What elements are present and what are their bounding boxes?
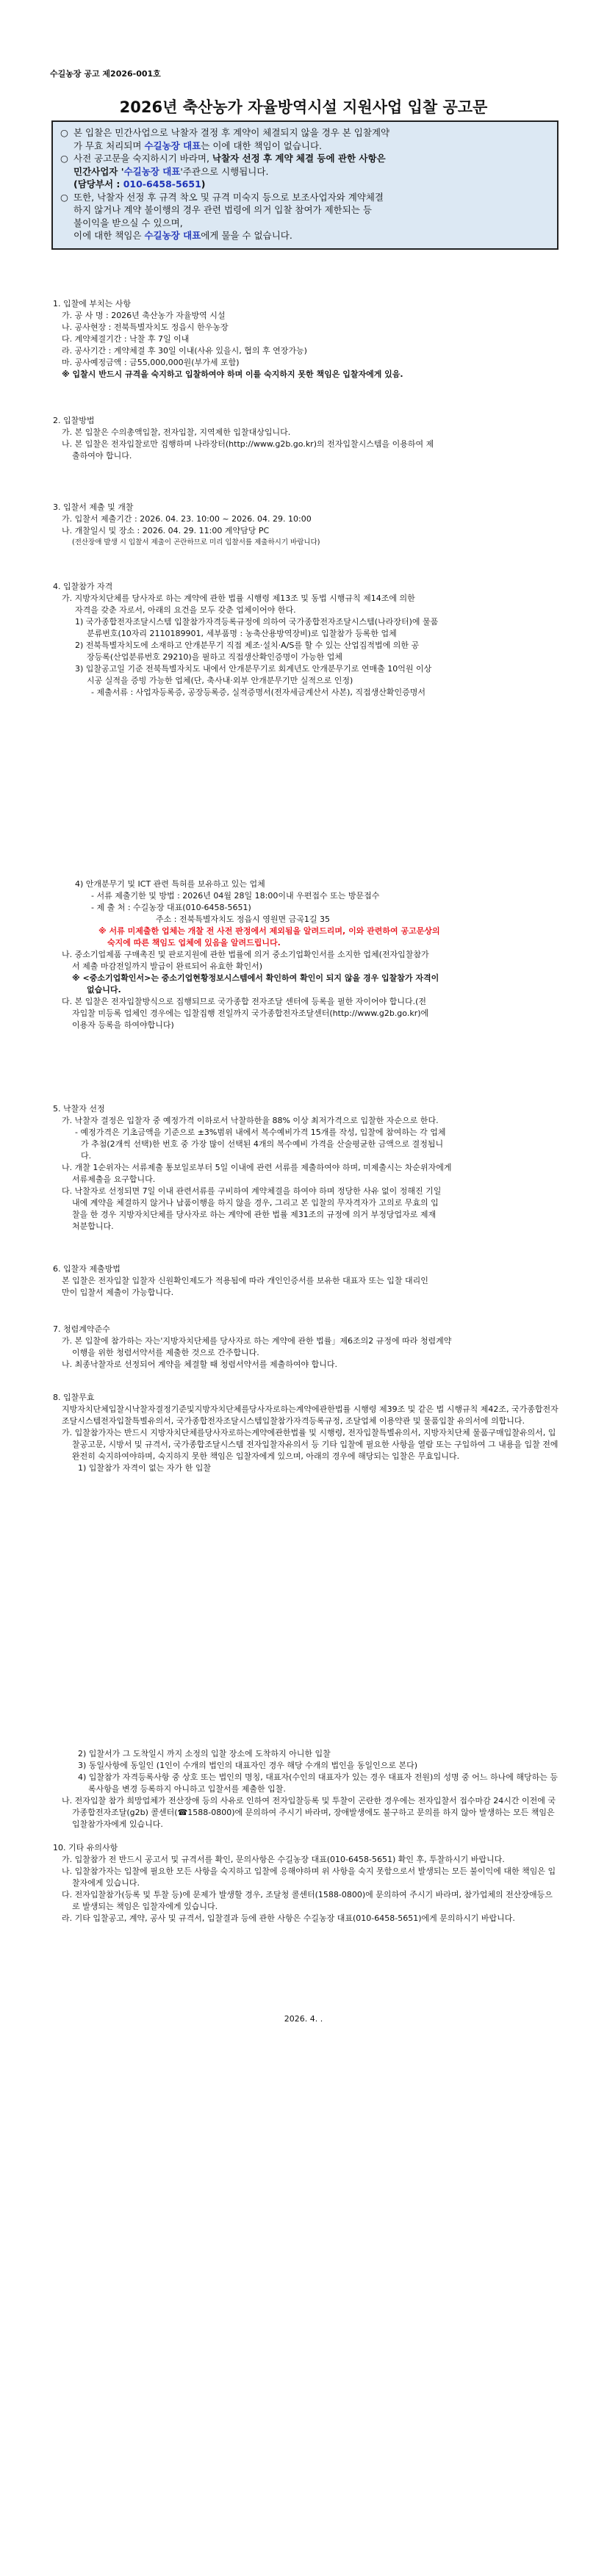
notice-box — [51, 120, 558, 250]
section-heading: 6. 입찰자 제출방법 — [53, 1264, 121, 1274]
section-heading: 10. 기타 유의사항 — [53, 1843, 118, 1852]
section-heading: 8. 입찰무효 — [53, 1393, 95, 1402]
section-heading: 5. 낙찰자 선정 — [53, 1104, 105, 1114]
warning-text: ※ 서류 미제출한 업체는 개찰 전 사전 판정에서 제외됨을 알려드리며, 이와 관련하여 공고문상의 — [98, 926, 440, 936]
section-2: 2. 입찰방법 가. 본 입찰은 수의총액입찰, 전자입찰, 지역제한 입찰대상입니다. 나. 본 입찰은 전자입찰로만 집행하며 나라장터(http://www.g2b.go.kr)의 전자입찰시스템을 이용하여 제 출하여야 합니다. — [53, 415, 560, 462]
section-4-continued: 4) 안개분무기 및 ICT 관련 특허를 보유하고 있는 업체 - 서류 제출기한 및 방법 : 2026년 04월 28일 18:00이내 우편접수 또는 방문접수 - 제 출 처 : 수길농장 대표(010-6458-5651) 주소 : 전북특별자치도 정읍시 영원면 금곡1길 35 ※ 서류 미제출한 업체는 개찰 전 사전 판정에서 제외됨을 알려드리며, 이와 관련하여 공고문상의 숙지에 따른 책임도 업체에 있음을 알려드립니다. 나. 중소기업제품 구매촉진 및 판로지원에 관한 법률에 의거 중소기업확인서를 소지한 업체(전자입찰참가 서 제출 마감전일까지 발급이 완료되어 유효한 확인서) ※ <중소기업확인서>는 중소기업현황정보시스템에서 확인하여 확인이 되지 않을 경우 입찰참가 자격이 없습니다. 다. 본 입찰은 전자입찰방식으로 집행되므로 국가종합 전자조달 센터에 등록을 필한 자이어야 합니다.(전 자입찰 미등록 업체인 경우에는 입찰집행 전일까지 국가종합전자조달센터(http://www.g2b.go.kr)에 이용자 등록을 하여야합니다) — [53, 878, 560, 1031]
circle-bullet-icon: ○ — [60, 127, 68, 138]
section-heading: 3. 입찰서 제출 및 개찰 — [53, 502, 134, 512]
section-heading: 2. 입찰방법 — [53, 416, 95, 425]
section-7: 7. 청렴계약준수 가. 본 입찰에 참가하는 자는'지방자치단체를 당사자로 하는 계약에 관한 법률」제6조의2 규정에 따라 청렴계약 이행을 위한 청렴서약서를 제출한 것으로 간주합니다. 나. 최종낙찰자로 선정되어 계약을 체결할 때 청렴서약서를 제출하여야 합니다. — [53, 1324, 560, 1371]
notice-item-1: ○ 본 입찰은 민간사업으로 낙찰자 결정 후 계약이 체결되지 않을 경우 본 입찰계약 가 무효 처리되며 수길농장 대표는 이에 대한 책임이 없습니다. — [60, 127, 390, 151]
section-note: ※ 입찰시 반드시 규격을 숙지하고 입찰하여야 하며 이를 숙지하지 못한 책임은 입찰자에게 있음. — [62, 369, 403, 379]
section-10: 10. 기타 유의사항 가. 입찰참가 전 반드시 공고서 및 규격서를 확인, 문의사항은 수길농장 대표(010-6458-5651) 확인 후, 투찰하시기 바랍니다. 나. 입찰참가자는 입찰에 필요한 모든 사항을 숙지하고 입찰에 응해야하며 위 사항을 숙지 못함으로서 발생되는 모든 불이익에 대한 책임은 입찰자에게 있습니다. 다. 전자입찰참가(등록 및 투찰 등)에 문제가 발생할 경우, 조달청 콜센터(1588-0800)에 문의하여 주시기 바라며, 참가업체의 전산장애등으로 발생되는 책임은 입찰자에게 있습니다. 라. 기타 입찰공고, 계약, 공사 및 규격서, 입찰결과 등에 관한 사항은 수길농장 대표(010-6458-5651)에게 문의하시기 바랍니다. — [53, 1842, 560, 1924]
notice-number: 수길농장 공고 제2026-001호 — [50, 69, 161, 79]
section-5: 5. 낙찰자 선정 가. 낙찰자 결정은 입찰자 중 예정가격 이하로서 낙찰하한율 88% 이상 최저가격으로 입찰한 자순으로 한다. - 예정가격은 기초금액을 기준으로 ±3%범위 내에서 복수예비가격 15개를 작성, 입찰에 참여하는 각 업체 가 추첨(2개씩 선택)한 번호 중 가장 많이 선택된 4개의 복수예비 가격을 산술평균한 금액으로 결정됩니 다. 나. 개찰 1순위자는 서류제출 통보일로부터 5일 이내에 관련 서류를 제출하여야 하며, 미제출시는 차순위자에게 서류제출을 요구합니다. 다. 낙찰자로 선정되면 7일 이내 관련서류를 구비하여 계약체결을 하여야 하며 정당한 사유 없이 정해진 기일 내에 계약을 체결하지 않거나 납품이행을 하지 않을 경우, 그리고 본 입찰의 무자격자가 고의로 무효의 입 찰을 한 경우 지방자치단체를 당사자로 하는 계약에 관한 법률 제31조의 규정에 의거 부정당업자로 제재 처분합니다. — [53, 1103, 560, 1233]
section-8-continued: 2) 입찰서가 그 도착일시 까지 소정의 입찰 장소에 도착하지 아니한 입찰 3) 동일사항에 동일인 (1인이 수개의 법인의 대표자인 경우 해당 수개의 법인을 동일인으로 본다) 4) 입찰참가 자격등록사항 중 상호 또는 법인의 명칭, 대표자(수인의 대표자가 있는 경우 대표자 전원)의 성명 중 어느 하나에 해당하는 등록사항을 변경 등록하지 아니하고 입찰서를 제출한 입찰. 나. 전자입찰 참가 희망업체가 전산장애 등의 사유로 인하여 전자입찰등록 및 투찰이 곤란한 경우에는 전자입찰서 접수마감 24시간 이전에 국가종합전자조달(g2b) 콜센터(☎1588-0800)에 문의하여 주시기 바라며, 장애발생에도 불구하고 문의를 하지 않아 발생하는 모든 책임은 입찰참가자에게 있습니다. — [62, 1749, 558, 1829]
circle-bullet-icon: ○ — [60, 191, 68, 203]
document-date: 2026. 4. . — [284, 2014, 323, 2024]
notice-item-2: ○ 사전 공고문을 숙지하시기 바라며, 낙찰자 선정 후 계약 체결 등에 관한 사항은 민간사업자 '수길농장 대표'주관으로 시행됩니다. (담당부서 : 010-6458-5651) — [60, 153, 386, 190]
section-8: 8. 입찰무효 지방자치단체입찰시낙찰자결정기준및지방자치단체를당사자로하는계약에관한법률 시행령 제39조 및 같은 법 시행규칙 제42조, 국가종합전자조달시스템전자입찰특별유의서, 국가종합전자조달시스템입찰참가자격등록규정, 조달업체 이용약관 및 물품입찰 유의서에 의합니다. 가. 입찰참가자는 반드시 지방자치단체를당사자로하는계약에관한법률 및 시행령, 전자입찰특별유의서, 지방자치단체 물품구매입찰유의서, 입찰공고문, 시방서 및 규격서, 국가종합조달시스템 전자입찰자유의서 등 기타 입찰에 필요한 사항을 열람 또는 구입하여 그 내용을 입찰 전에 완전히 숙지하여야하며, 숙지하지 못한 책임은 입찰자에게 있으며, 아래의 경우에 해당되는 입찰은 무효입니다. 1) 입찰참가 자격이 없는 자가 한 입찰 — [53, 1392, 560, 1474]
section-1: 1. 입찰에 부치는 사항 가. 공 사 명 : 2026년 축산농가 자율방역 시설 나. 공사현장 : 전북특별자치도 정읍시 한우농장 다. 계약체결기간 : 낙찰 후 7일 이내 라. 공사기간 : 계약체결 후 30일 이내(사유 있을시, 협의 후 연장가능) 마. 공사예정금액 : 금55,000,000원(부가세 포함) ※ 입찰시 반드시 규격을 숙지하고 입찰하여야 하며 이를 숙지하지 못한 책임은 입찰자에게 있음. — [53, 298, 560, 380]
circle-bullet-icon: ○ — [60, 153, 68, 164]
section-6: 6. 입찰자 제출방법 본 입찰은 전자입찰 입찰자 신원확인제도가 적용됨에 따라 개인인증서를 보유한 대표자 또는 입찰 대리인 만이 입찰서 제출이 가능합니다. — [53, 1263, 560, 1299]
section-4: 4. 입찰참가 자격 가. 지방자치단체를 당사자로 하는 계약에 관한 법률 시행령 제13조 및 동법 시행규칙 제14조에 의한 자격을 갖춘 자로서, 아래의 요건을 모두 갖춘 업체이어야 한다. 1) 국가종합전자조달시스템 입찰참가자격등록규정에 의하여 국가종합전자조달시스템(나라장터)에 물품 분류번호(10자리 2110189901, 세부품명 : 농축산용방역장비)로 입찰참가 등록한 업체 2) 전북특별자치도에 소재하고 안개분무기 직접 제조·설치·A/S를 할 수 있는 산업집적법에 의한 공 장등록(산업분류번호 29210)을 필하고 직접생산확인증명이 가능한 업체 3) 입찰공고일 기준 전북특별자치도 내에서 안개분무기로 회계년도 안개분무기로 연매출 10억원 이상 시공 실적을 증빙 가능한 업체(단, 축사내·외부 안개분무기만 실적으로 인정) - 제출서류 : 사업자등록증, 공장등록증, 실적증명서(전자세금계산서 사본), 직접생산확인증명서 — [53, 581, 560, 699]
page-title: 2026년 축산농가 자율방역시설 지원사업 입찰 공고문 — [119, 98, 488, 116]
section-heading: 1. 입찰에 부치는 사항 — [53, 299, 131, 309]
notice-item-3: ○ 또한, 낙찰자 선정 후 규격 착오 및 규격 미숙지 등으로 보조사업자와 계약체결 하지 않거나 계약 불이행의 경우 관련 법령에 의거 입찰 참여가 제한되는 등 불이익을 받으실 수 있으며, 이에 대한 책임은 수길농장 대표에게 물을 수 없습니다. — [60, 191, 384, 241]
warning-text: 숙지에 따른 책임도 업체에 있음을 알려드립니다. — [107, 938, 281, 948]
section-heading: 4. 입찰참가 자격 — [53, 582, 113, 591]
section-heading: 7. 청렴계약준수 — [53, 1324, 110, 1334]
section-3: 3. 입찰서 제출 및 개찰 가. 입찰서 제출기간 : 2026. 04. 23. 10:00 ~ 2026. 04. 29. 10:00 나. 개찰일시 및 장소 : 2026. 04. 29. 11:00 계약담당 PC (전산장애 발생 시 입찰서 제출이 곤란하므로 미리 입찰서를 제출하시기 바랍니다) — [53, 502, 560, 549]
